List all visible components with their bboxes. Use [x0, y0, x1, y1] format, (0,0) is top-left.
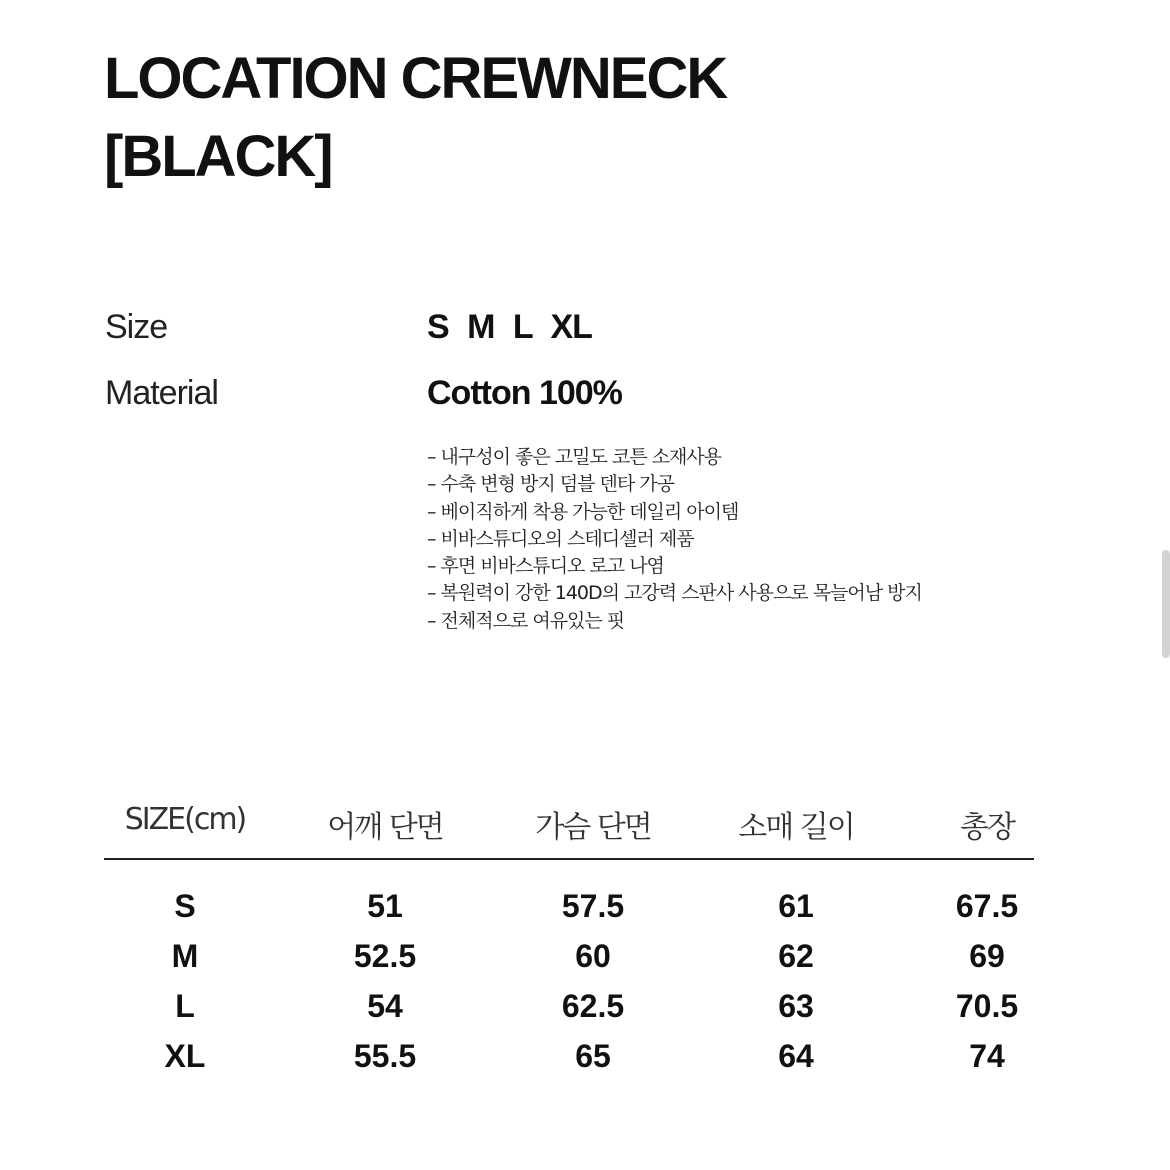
product-title: [104, 40, 726, 196]
feature-item: – 복원력이 강한 140D의 고강력 스판사 사용으로 목늘어남 방지: [427, 582, 922, 605]
feature-item: – 수축 변형 방지 덤블 덴타 가공: [427, 473, 674, 496]
cell-total-length: 67.5: [955, 888, 1019, 924]
cell-sleeve: 61: [778, 888, 814, 924]
cell-shoulder: 54: [367, 988, 403, 1024]
cell-chest: 60: [575, 938, 611, 974]
table-row: [104, 888, 1034, 938]
table-row: [104, 988, 1034, 1038]
cell-shoulder: 55.5: [353, 1038, 417, 1074]
cell-size: S: [174, 888, 196, 924]
cell-sleeve: 64: [778, 1038, 814, 1074]
material-label: Material: [105, 374, 218, 412]
header-size: SIZE(cm): [124, 802, 246, 837]
material-value: Cotton 100%: [427, 374, 622, 412]
product-title-line-1: LOCATION CREWNECK: [104, 46, 727, 111]
header-chest: 가슴 단면: [535, 810, 651, 845]
cell-chest: 57.5: [561, 888, 625, 924]
size-chart-body: [104, 860, 1034, 1088]
cell-total-length: 74: [969, 1038, 1005, 1074]
cell-shoulder: 51: [367, 888, 403, 924]
feature-item: – 내구성이 좋은 고밀도 코튼 소재사용: [427, 446, 722, 468]
cell-total-length: 69: [969, 938, 1005, 974]
feature-item: – 베이직하게 착용 가능한 데일리 아이템: [427, 500, 739, 523]
feature-item: – 비바스튜디오의 스테디셀러 제품: [427, 527, 694, 550]
cell-shoulder: 52.5: [353, 938, 417, 974]
header-shoulder: 어깨 단면: [327, 810, 443, 845]
size-chart-header-row: [104, 790, 1034, 860]
size-label: Size: [105, 308, 168, 346]
cell-sleeve: 63: [778, 988, 814, 1024]
cell-size: L: [175, 988, 195, 1024]
cell-chest: 62.5: [561, 988, 625, 1024]
size-options: S M L XL: [427, 308, 592, 346]
cell-size: XL: [164, 1038, 206, 1074]
table-row: [104, 938, 1034, 988]
feature-item: – 후면 비바스튜디오 로고 나염: [427, 555, 664, 578]
cell-size: M: [171, 938, 199, 974]
size-chart-table: [104, 790, 1034, 1088]
feature-item: – 전체적으로 여유있는 핏: [427, 609, 625, 632]
table-row: [104, 1038, 1034, 1088]
cell-chest: 65: [575, 1038, 611, 1074]
feature-list: [427, 444, 922, 635]
header-sleeve: 소매 길이: [738, 810, 854, 845]
product-title-line-2: [BLACK]: [104, 124, 332, 189]
scrollbar-thumb[interactable]: [1162, 550, 1170, 658]
header-total-length: 총장: [960, 810, 1014, 845]
cell-total-length: 70.5: [955, 988, 1019, 1024]
cell-sleeve: 62: [778, 938, 814, 974]
